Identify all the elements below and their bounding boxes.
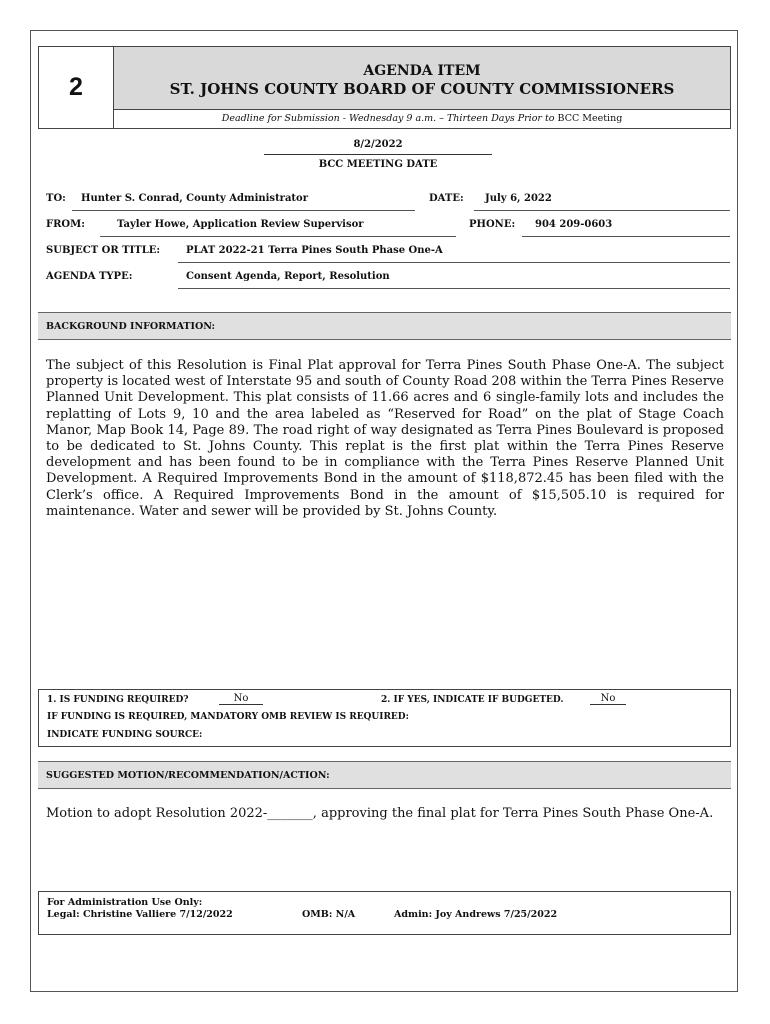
agenda-type-label: AGENDA TYPE: bbox=[46, 271, 133, 282]
subject-value: PLAT 2022-21 Terra Pines South Phase One-A bbox=[186, 245, 443, 256]
admin-review: Admin: Joy Andrews 7/25/2022 bbox=[394, 909, 558, 920]
header-title-line2: ST. JOHNS COUNTY BOARD OF COUNTY COMMISSIONERS bbox=[169, 80, 675, 98]
to-label: TO: bbox=[46, 193, 66, 204]
header-right bbox=[114, 47, 730, 128]
agenda-type-value: Consent Agenda, Report, Resolution bbox=[186, 271, 390, 282]
to-underline bbox=[72, 210, 415, 211]
funding-source-line: INDICATE FUNDING SOURCE: bbox=[47, 730, 203, 740]
funding-box bbox=[38, 689, 731, 747]
header-title bbox=[114, 47, 730, 110]
submission-deadline bbox=[114, 110, 730, 128]
budgeted-value: No bbox=[590, 693, 626, 705]
phone-value: 904 209-0603 bbox=[535, 219, 613, 230]
from-underline bbox=[100, 236, 456, 237]
deadline-italic: Deadline for Submission - Wednesday 9 a.m. – Thirteen Days Prior to bbox=[221, 113, 555, 124]
motion-text: Motion to adopt Resolution 2022-_______, approving the final plat for Terra Pines South Phase One-A. bbox=[46, 806, 714, 821]
header-title-line1: AGENDA ITEM bbox=[363, 63, 481, 79]
meeting-date: 8/2/2022 bbox=[264, 139, 492, 155]
from-label: FROM: bbox=[46, 219, 85, 230]
funding-required-label: 1. IS FUNDING REQUIRED? bbox=[47, 695, 189, 705]
to-value: Hunter S. Conrad, County Administrator bbox=[81, 193, 308, 204]
funding-required-value: No bbox=[219, 693, 263, 705]
date-underline bbox=[474, 210, 730, 211]
phone-label: PHONE: bbox=[469, 219, 516, 230]
phone-underline bbox=[522, 236, 730, 237]
deadline-plain: BCC Meeting bbox=[554, 113, 623, 124]
agenda-header bbox=[38, 46, 731, 129]
date-value: July 6, 2022 bbox=[485, 193, 552, 204]
agenda-item-number: 2 bbox=[39, 47, 114, 128]
date-label: DATE: bbox=[429, 193, 464, 204]
background-text: The subject of this Resolution is Final Plat approval for Terra Pines South Phase One-A. The subject property is located west of Interstate 95 and south of County Road 208 within the Terra Pines Reserve Planned Unit Development. This plat consists of 11.66 acres and 6 single-family lots and includes the replatting of Lots 9, 10 and the area labeled as “Reserved for Road” on the plat of Stage Coach Manor, Map Book 14, Page 89. The road right of way designated as Terra Pines Boulevard is proposed to be dedicated to St. Johns County. This replat is the first plat within the Terra Pines Reserve development and has been found to be in compliance with the Terra Pines Reserve Planned Unit Development. A Required Improvements Bond in the amount of $118,872.45 has been filed with the Clerk’s office. A Required Improvements Bond in the amount of $15,505.10 is required for maintenance. Water and sewer will be provided by St. Johns County. bbox=[46, 358, 724, 519]
motion-heading: SUGGESTED MOTION/RECOMMENDATION/ACTION: bbox=[38, 761, 731, 789]
omb-review: OMB: N/A bbox=[302, 909, 356, 920]
legal-review: Legal: Christine Valliere 7/12/2022 bbox=[47, 909, 233, 920]
meeting-date-label: BCC MEETING DATE bbox=[318, 159, 438, 170]
agenda-type-underline bbox=[178, 288, 730, 289]
background-heading: BACKGROUND INFORMATION: bbox=[38, 312, 731, 340]
admin-heading: For Administration Use Only: bbox=[47, 897, 203, 908]
from-value: Tayler Howe, Application Review Supervisor bbox=[117, 219, 364, 230]
subject-label: SUBJECT OR TITLE: bbox=[46, 245, 161, 256]
omb-review-line: IF FUNDING IS REQUIRED, MANDATORY OMB REVIEW IS REQUIRED: bbox=[47, 712, 409, 722]
subject-underline bbox=[178, 262, 730, 263]
budgeted-label: 2. IF YES, INDICATE IF BUDGETED. bbox=[381, 695, 564, 705]
meeting-date-block bbox=[264, 139, 492, 170]
admin-box bbox=[38, 891, 731, 935]
